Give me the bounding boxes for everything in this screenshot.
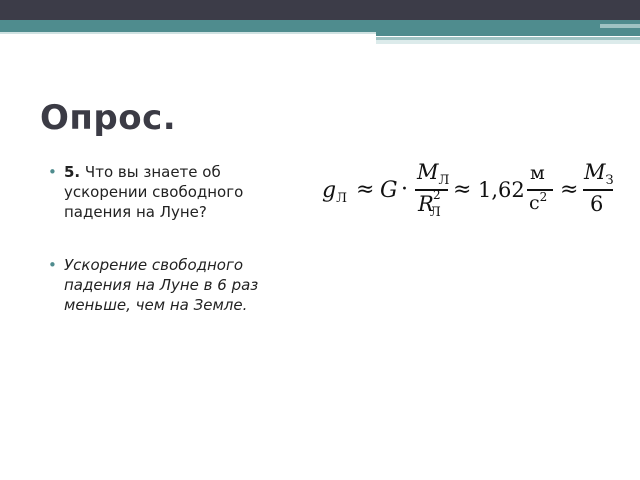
slide-title: Опрос. <box>40 98 177 138</box>
header-accent-line <box>600 24 640 28</box>
question-number: 5. <box>64 163 81 181</box>
formula-g: $g_Л$ <box>322 178 347 206</box>
answer-text: Ускорение свободного падения на Луне в 6 раз меньше, чем на Земле. <box>64 256 259 314</box>
formula-approx: ≈ <box>453 177 472 202</box>
formula-denominator-R: $R_Л$ <box>418 192 441 220</box>
formula-approx: ≈ <box>560 177 579 202</box>
header-accent-line <box>376 32 640 36</box>
question-text: Что вы знаете об ускорении свободного падения на Луне? <box>64 163 244 221</box>
formula-denominator-R-power: 2 <box>433 188 441 202</box>
header-accent-line <box>376 40 640 44</box>
formula-fraction-line <box>415 189 448 191</box>
header-band-teal <box>0 20 640 32</box>
formula-dot: · <box>401 177 408 202</box>
bullet-dot-icon: • <box>48 256 57 274</box>
formula-unit-denominator: $с^2$ <box>529 190 548 214</box>
formula-denominator-six: 6 <box>590 192 604 216</box>
formula-numerator-M: $M_Л$ <box>417 160 450 188</box>
formula-G: G <box>380 178 398 203</box>
formula-numerator-M-earth: $M_З$ <box>584 160 614 188</box>
formula-fraction-line <box>583 189 613 191</box>
formula-approx: ≈ <box>356 177 375 202</box>
bullet-dot-icon: • <box>48 163 57 181</box>
answer-bullet <box>48 255 298 315</box>
formula-value: 1,62 <box>478 178 525 202</box>
moon-gravity-formula <box>322 150 622 230</box>
header-band-dark <box>0 0 640 20</box>
formula-unit-numerator: м <box>530 162 545 184</box>
question-text-block <box>48 162 298 222</box>
question-bullet <box>48 162 298 222</box>
